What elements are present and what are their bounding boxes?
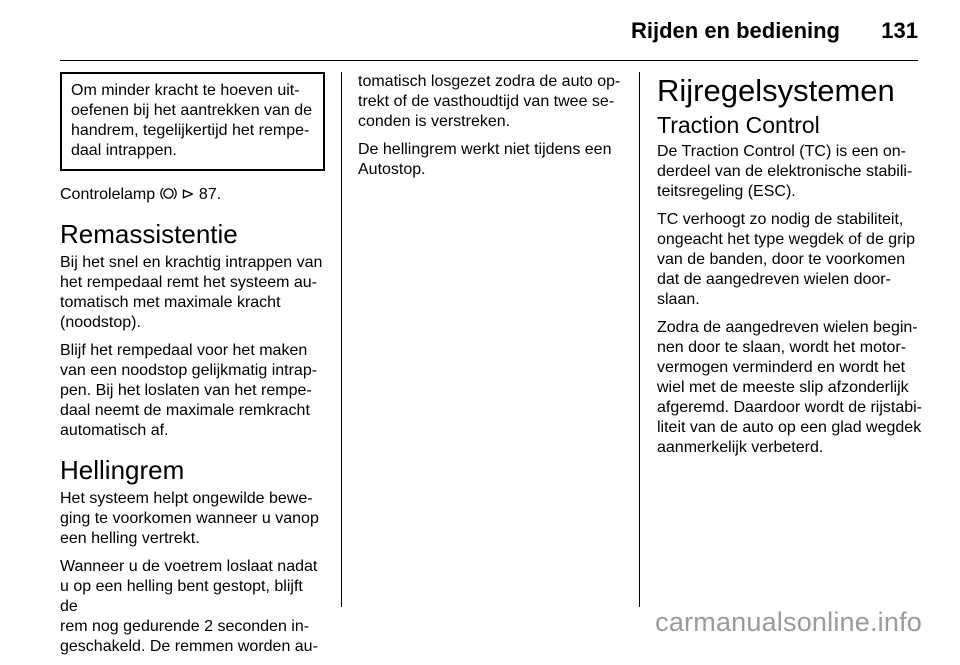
control-lamp-label: Controlelamp	[60, 186, 156, 203]
paragraph: Wanneer u de voetrem loslaat nadat u op een helling bent gestopt, blijft de rem nog gedurende 2 seconden in- geschakeld. De remmen worden au-	[60, 558, 318, 655]
section-title-remassistentie: Remassistentie	[60, 219, 238, 249]
paragraph: Blijf het rempedaal voor het maken van een noodstop gelijkmatig intrap- pen. Bij het loslaten van het rempe- daal neemt de maximale remkracht automatisch af.	[60, 342, 318, 439]
page-header-title: Rijden en bediening	[630, 18, 840, 43]
page-number: 131	[881, 18, 918, 43]
page-header	[0, 0, 960, 62]
paragraph: De hellingrem werkt niet tijdens een Autostop.	[358, 141, 612, 178]
column-3	[657, 72, 925, 466]
header-divider	[60, 60, 918, 61]
chapter-title: Rijregelsystemen	[657, 73, 895, 108]
paragraph: De Traction Control (TC) is een on- derdeel van de elektronische stabili- teitsregeling (ESC).	[657, 143, 913, 200]
paragraph: Het systeem helpt ongewilde bewe- ging te voorkomen wanneer u vanop een helling vertrekt.	[60, 490, 319, 547]
brake-warning-lamp-icon	[160, 185, 177, 205]
note-box: Om minder kracht te hoeven uit- oefenen bij het aantrekken van de handrem, tegelijkertijd het rempe- daal intrappen.	[60, 72, 325, 171]
reference-arrow: ⊳	[181, 186, 195, 203]
control-lamp-reference	[60, 185, 325, 205]
paragraph: tomatisch losgezet zodra de auto op- trekt of de vasthoudtijd van twee se- conden is verstreken.	[358, 73, 621, 130]
column-1	[60, 72, 325, 665]
section-title-hellingrem: Hellingrem	[60, 455, 185, 485]
paragraph: Zodra de aangedreven wielen begin- nen door te slaan, wordt het motor- vermogen verminderd en wordt het wiel met de meeste slip afzonderlijk afgeremd. Daardoor wordt de rijstabi- liteit van de auto op een glad wegdek aanmerkelijk verbeterd.	[657, 319, 923, 456]
reference-page: 87.	[198, 186, 222, 203]
paragraph: TC verhoogt zo nodig de stabiliteit, ongeacht het type wegdek of de grip van de banden, door te voorkomen dat de aangedreven wielen door- slaan.	[657, 211, 915, 308]
column-2	[358, 72, 623, 188]
section-title-traction-control: Traction Control	[657, 112, 820, 138]
watermark: carmanualsonline.info	[655, 607, 922, 637]
column-divider-1	[341, 72, 342, 607]
column-divider-2	[639, 72, 640, 607]
paragraph: Bij het snel en krachtig intrappen van het rempedaal remt het systeem au- tomatisch met maximale kracht (noodstop).	[60, 254, 323, 331]
